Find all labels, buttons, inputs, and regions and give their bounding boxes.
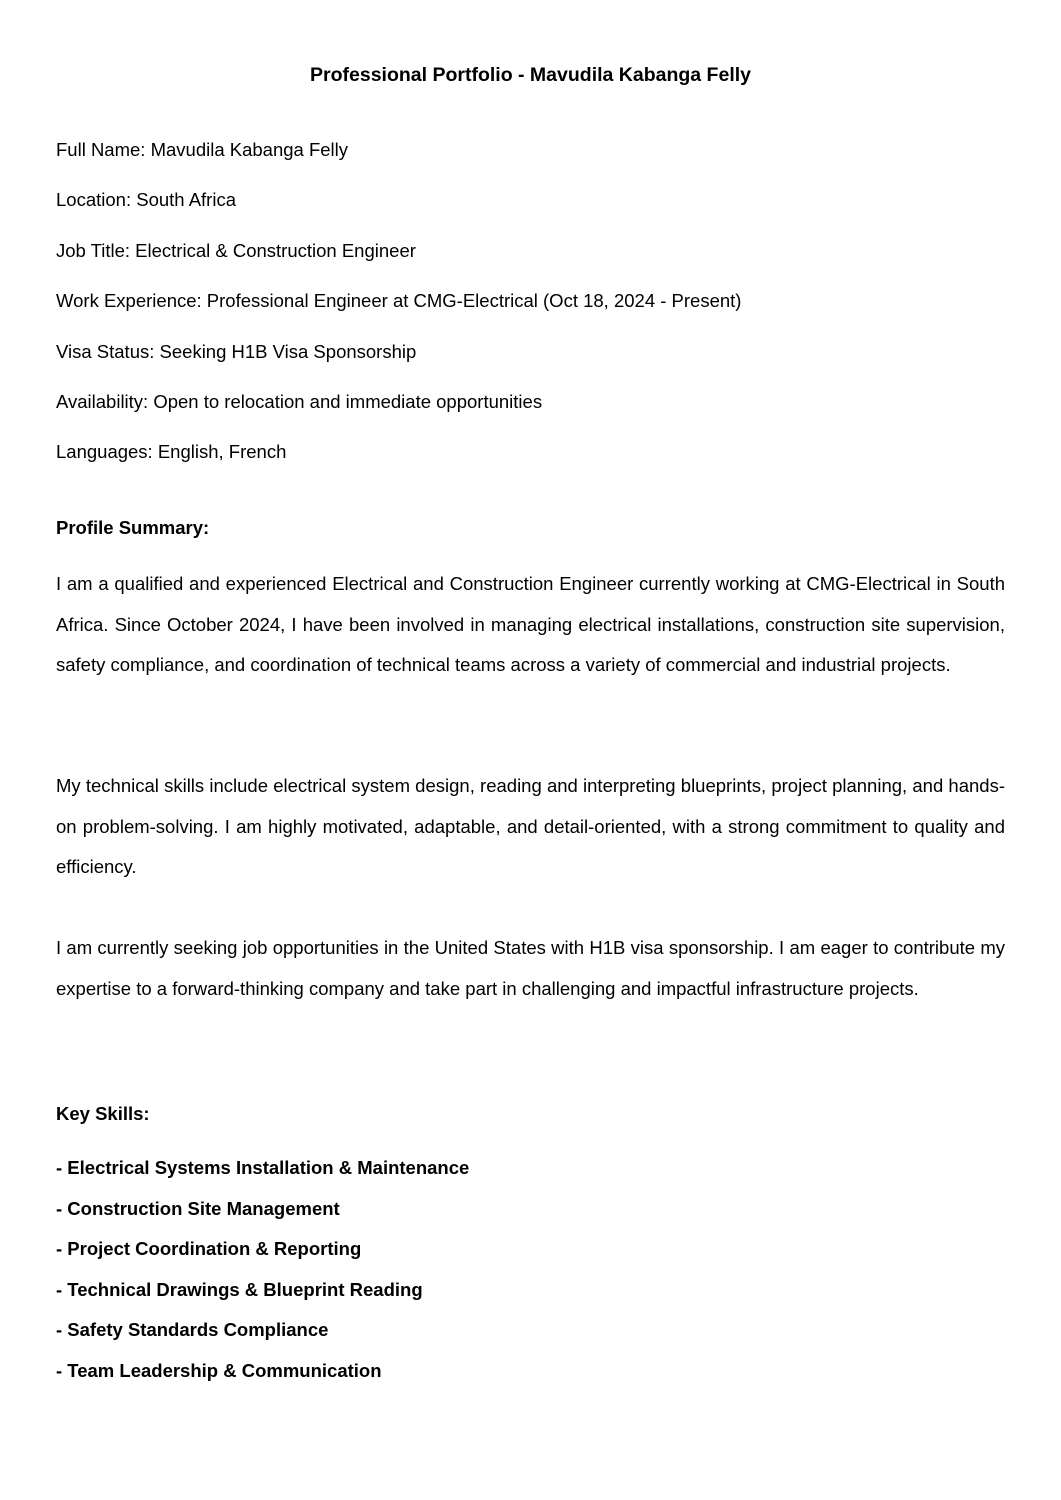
info-job-title: Job Title: Electrical & Construction Engineer <box>56 239 416 261</box>
skill-item: - Technical Drawings & Blueprint Reading <box>56 1278 423 1300</box>
skill-item: - Construction Site Management <box>56 1197 340 1219</box>
info-full-name: Full Name: Mavudila Kabanga Felly <box>56 139 349 160</box>
summary-paragraph: My technical skills include electrical system design, reading and interpreting blueprints, project planning, and hands-on problem-solving. I am highly motivated, adaptable, and detail-oriented, with a strong commitment to quality and efficiency. <box>56 775 1005 877</box>
skill-item: - Project Coordination & Reporting <box>56 1238 362 1259</box>
skill-item: - Team Leadership & Communication <box>56 1359 382 1381</box>
info-availability: Availability: Open to relocation and immediate opportunities <box>56 390 543 412</box>
skill-item: - Safety Standards Compliance <box>56 1319 329 1340</box>
personal-info-list <box>56 137 741 490</box>
key-skills-list <box>56 1155 469 1398</box>
key-skills-heading: Key Skills: <box>56 1103 150 1124</box>
skill-item: - Electrical Systems Installation & Maintenance <box>56 1157 470 1178</box>
info-visa-status: Visa Status: Seeking H1B Visa Sponsorship <box>56 340 417 362</box>
info-languages: Languages: English, French <box>56 441 287 463</box>
profile-summary-heading: Profile Summary: <box>56 517 210 538</box>
page-title: Professional Portfolio - Mavudila Kabanga Felly <box>310 64 751 86</box>
info-location: Location: South Africa <box>56 189 236 211</box>
info-work-experience: Work Experience: Professional Engineer at CMG-Electrical (Oct 18, 2024 - Present) <box>56 290 742 312</box>
summary-paragraph: I am a qualified and experienced Electrical and Construction Engineer currently working at CMG-Electrical in South Africa. Since October 2024, I have been involved in managing electrical installations, construction site supervision, safety compliance, and coordination of technical teams across a variety of commercial and industrial projects. <box>56 573 1005 675</box>
summary-paragraph: I am currently seeking job opportunities in the United States with H1B visa sponsorship. I am eager to contribute my expertise to a forward-thinking company and take part in challenging and impactful infrastructure projects. <box>56 937 1005 999</box>
